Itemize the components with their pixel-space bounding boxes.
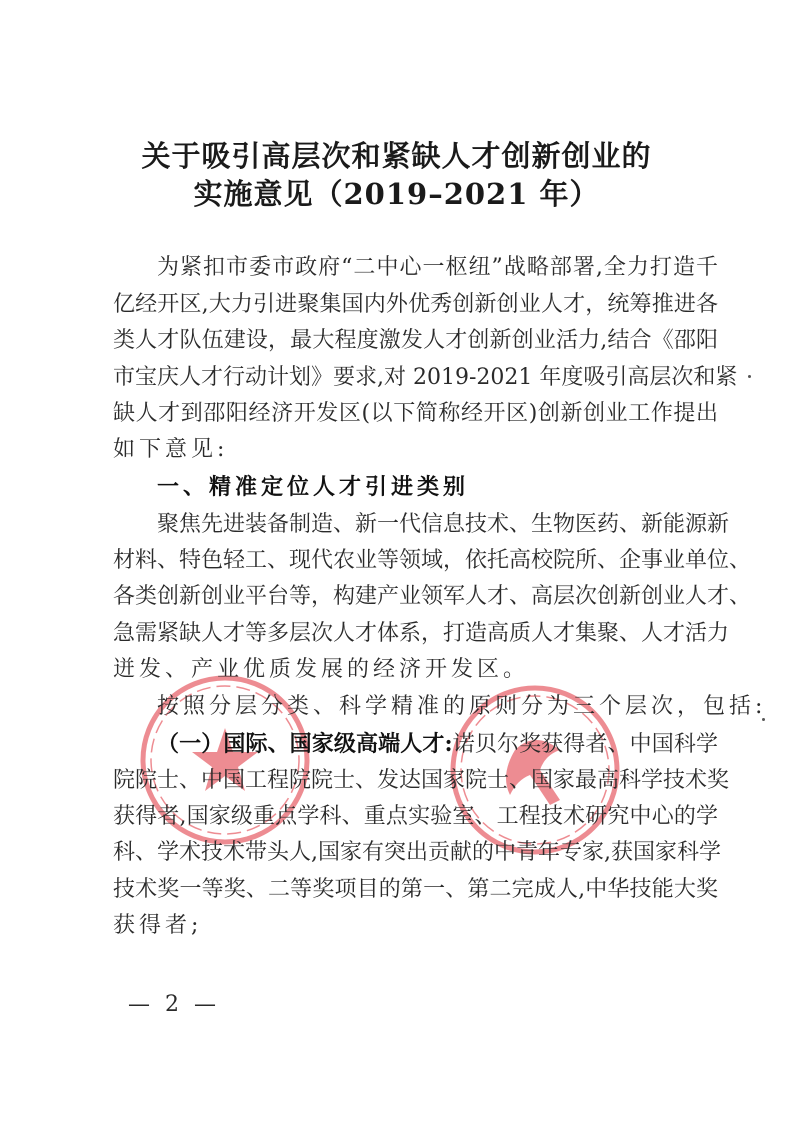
page-number: — 2 — (128, 992, 220, 1017)
body-text-line: 类人才队伍建设，最大程度激发人才创新创业活力,结合《邵阳 (113, 328, 718, 353)
body-text-line: 获得者; (113, 913, 203, 938)
body-text-line: 材料、特色轻工、现代农业等领域，依托高校院所、企事业单位、 (113, 548, 752, 573)
body-text-line: 迸发、产业优质发展的经济开发区。 (113, 657, 530, 682)
section-heading: 一、精准定位人才引进类别 (157, 474, 470, 500)
body-text-line: 急需紧缺人才等多层次人才体系，打造高质人才集聚、人才活力 (113, 621, 730, 646)
body-text-line (157, 729, 718, 759)
body-text-line: 科、学术技术带头人,国家有突出贡献的中青年专家,获国家科学 (113, 840, 721, 865)
body-text: 诺贝尔奖获得者、中国科学 (452, 732, 718, 757)
body-text-line: 如下意见: (113, 437, 229, 462)
body-text-line: 获得者,国家级重点学科、重点实验室、工程技术研究中心的学 (113, 804, 718, 829)
body-text-line: 亿经开区,大力引进聚集国内外优秀创新创业人才，统筹推进各 (113, 292, 718, 317)
body-text-line: 为紧扣市委市政府“二中心一枢纽”战略部署,全力打造千 (157, 255, 718, 280)
body-text-line: 按照分层分类、科学精准的原则分为三个层次，包括: (157, 694, 767, 719)
body-text-line: 缺人才到邵阳经济开发区(以下简称经开区)创新创业工作提出 (113, 401, 718, 426)
document-title-line-1: 关于吸引高层次和紧缺人才创新创业的 (141, 139, 652, 173)
subsection-label: （一）国际、国家级高端人才: (157, 731, 453, 757)
body-text-line: 各类创新创业平台等，构建产业领军人才、高层次创新创业人才、 (113, 584, 752, 609)
body-text-line: 院院士、中国工程院院士、发达国家院士、国家最高科学技术奖 (113, 768, 730, 793)
body-text-line: 聚焦先进装备制造、新一代信息技术、生物医药、新能源新 (157, 512, 730, 537)
body-text-line: 技术奖一等奖、二等奖项目的第一、第二完成人,中华技能大奖 (113, 877, 718, 902)
document-title-line-2: 实施意见（2019–2021 年） (193, 177, 600, 211)
body-text-line: 市宝庆人才行动计划》要求,对 2019-2021 年度吸引高层次和紧 (113, 365, 738, 390)
